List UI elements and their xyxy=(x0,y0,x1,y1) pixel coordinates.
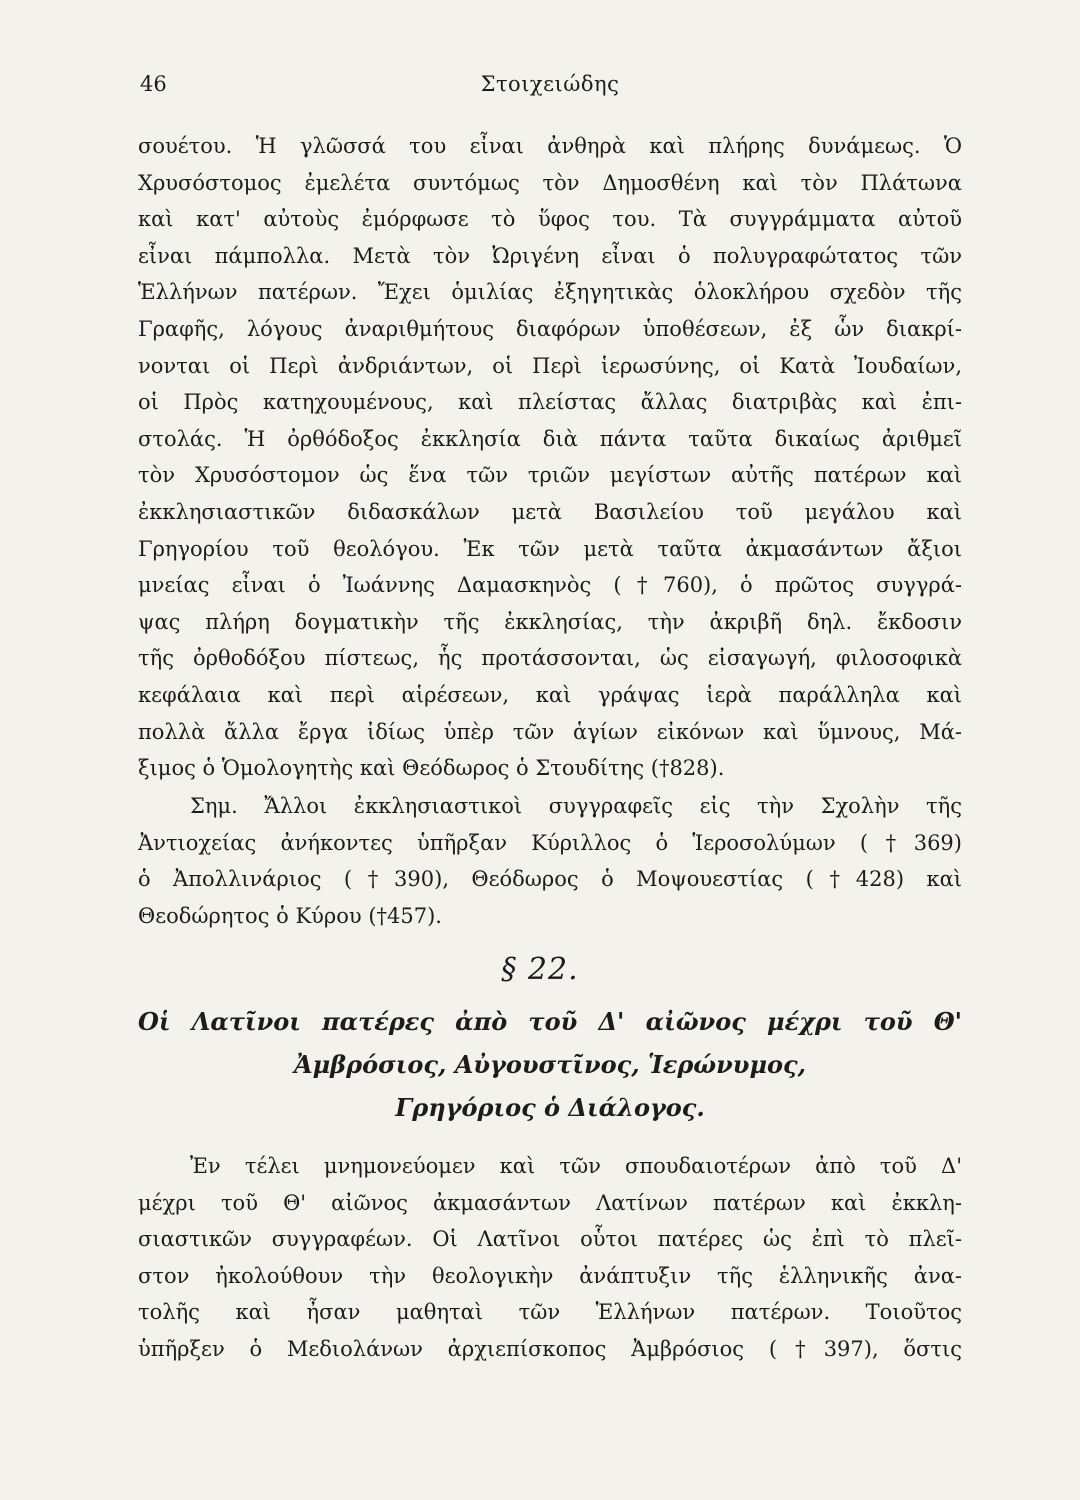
heading-line: Γρηγόριος ὁ Διάλογος. xyxy=(395,1093,705,1122)
text-line: ψας πλήρη δογματικὴν τῆς ἐκκλησίας, τὴν ἀκριβῆ δηλ. ἔκδοσιν xyxy=(138,609,962,634)
section-heading xyxy=(138,1000,962,1129)
text-line: τῆς ὀρθοδόξου πίστεως, ἧς προτάσσονται, ὡς εἰσαγωγή, φιλοσοφικὰ xyxy=(138,646,962,671)
text-line: σουέτου. Ἡ γλῶσσά του εἶναι ἀνθηρὰ καὶ πλήρης δυνάμεως. Ὁ xyxy=(138,134,962,158)
text-line: στον ἠκολούθουν τὴν θεολογικὴν ἀνάπτυξιν τῆς ἑλληνικῆς ἀνα- xyxy=(138,1263,962,1288)
text-line: εἶναι πάμπολλα. Μετὰ τὸν Ὠριγένη εἶναι ὁ πολυγραφώτατος τῶν xyxy=(138,243,962,268)
note-paragraph xyxy=(138,788,962,934)
text-line: κεφάλαια καὶ περὶ αἱρέσεων, καὶ γράψας ἱερὰ παράλληλα καὶ xyxy=(138,682,962,707)
text-line: σιαστικῶν συγγραφέων. Οἱ Λατῖνοι οὗτοι πατέρες ὡς ἐπὶ τὸ πλεῖ- xyxy=(138,1227,962,1252)
running-title: Στοιχειώδης xyxy=(480,72,620,96)
text-line: ὑπῆρξεν ὁ Μεδιολάνων ἀρχιεπίσκοπος Ἀμβρόσιος (†397), ὅστις xyxy=(138,1336,962,1361)
text-line: μνείας εἶναι ὁ Ἰωάννης Δαμασκηνὸς (†760), ὁ πρῶτος συγγρά- xyxy=(138,573,962,598)
text-line: οἱ Πρὸς κατηχουμένους, καὶ πλείστας ἄλλας διατριβὰς καὶ ἐπι- xyxy=(138,390,962,415)
note-line: Ἀντιοχείας ἀνήκοντες ὑπῆρξαν Κύριλλος ὁ Ἱεροσολύμων (†369) xyxy=(138,830,962,855)
text-line: Γρηγορίου τοῦ θεολόγου. Ἐκ τῶν μετὰ ταῦτα ἀκμασάντων ἄξιοι xyxy=(138,536,962,561)
note-line: ὁ Ἀπολλινάριος (†390), Θεόδωρος ὁ Μοψουεστίας (†428) καὶ xyxy=(138,867,962,892)
text-line: καὶ κατ' αὐτοὺς ἐμόρφωσε τὸ ὕφος του. Τὰ συγγράμματα αὐτοῦ xyxy=(138,207,962,232)
text-line: Ἐν τέλει μνημονεύομεν καὶ τῶν σπουδαιοτέρων ἀπὸ τοῦ Δ' xyxy=(190,1154,962,1178)
section-paragraph xyxy=(138,1148,962,1368)
page-header xyxy=(140,72,960,108)
text-line: πολλὰ ἄλλα ἔργα ἰδίως ὑπὲρ τῶν ἁγίων εἰκόνων καὶ ὕμνους, Μά- xyxy=(138,719,962,744)
note-line: Σημ. Ἄλλοι ἐκκλησιαστικοὶ συγγραφεῖς εἰς τὴν Σχολὴν τῆς xyxy=(190,794,962,818)
text-line: στολάς. Ἡ ὀρθόδοξος ἐκκλησία διὰ πάντα ταῦτα δικαίως ἀριθμεῖ xyxy=(138,426,962,451)
text-line: μέχρι τοῦ Θ' αἰῶνος ἀκμασάντων Λατίνων πατέρων καὶ ἐκκλη- xyxy=(138,1190,962,1215)
text-line: τολῆς καὶ ἦσαν μαθηταὶ τῶν Ἑλλήνων πατέρων. Τοιοῦτος xyxy=(138,1300,962,1325)
page-number: 46 xyxy=(140,72,167,96)
text-line: νονται οἱ Περὶ ἀνδριάντων, οἱ Περὶ ἱερωσύνης, οἱ Κατὰ Ἰουδαίων, xyxy=(138,353,962,378)
text-line: Ἑλλήνων πατέρων. Ἔχει ὁμιλίας ἐξηγητικὰς ὁλοκλήρου σχεδὸν τῆς xyxy=(138,280,962,305)
text-line: Γραφῆς, λόγους ἀναριθμήτους διαφόρων ὑποθέσεων, ἐξ ὧν διακρί- xyxy=(138,316,962,341)
section-number: § 22. xyxy=(501,952,579,987)
text-line: ἐκκλησιαστικῶν διδασκάλων μετὰ Βασιλείου τοῦ μεγάλου καὶ xyxy=(138,499,962,524)
text-line: τὸν Χρυσόστομον ὡς ἕνα τῶν τριῶν μεγίστων αὐτῆς πατέρων καὶ xyxy=(138,463,962,488)
main-paragraph xyxy=(138,128,962,787)
text-line: ξιμος ὁ Ὁμολογητὴς καὶ Θεόδωρος ὁ Στουδίτης (†828). xyxy=(138,756,725,781)
text-line: Χρυσόστομος ἐμελέτα συντόμως τὸν Δημοσθένη καὶ τὸν Πλάτωνα xyxy=(138,170,962,195)
heading-line: Ἀμβρόσιος, Αὐγουστῖνος, Ἱερώνυμος, xyxy=(293,1050,806,1079)
note-line: Θεοδώρητος ὁ Κύρου (†457). xyxy=(138,903,442,928)
heading-line: Οἱ Λατῖνοι πατέρες ἀπὸ τοῦ Δ' αἰῶνος μέχρι τοῦ Θ' xyxy=(138,1007,962,1036)
